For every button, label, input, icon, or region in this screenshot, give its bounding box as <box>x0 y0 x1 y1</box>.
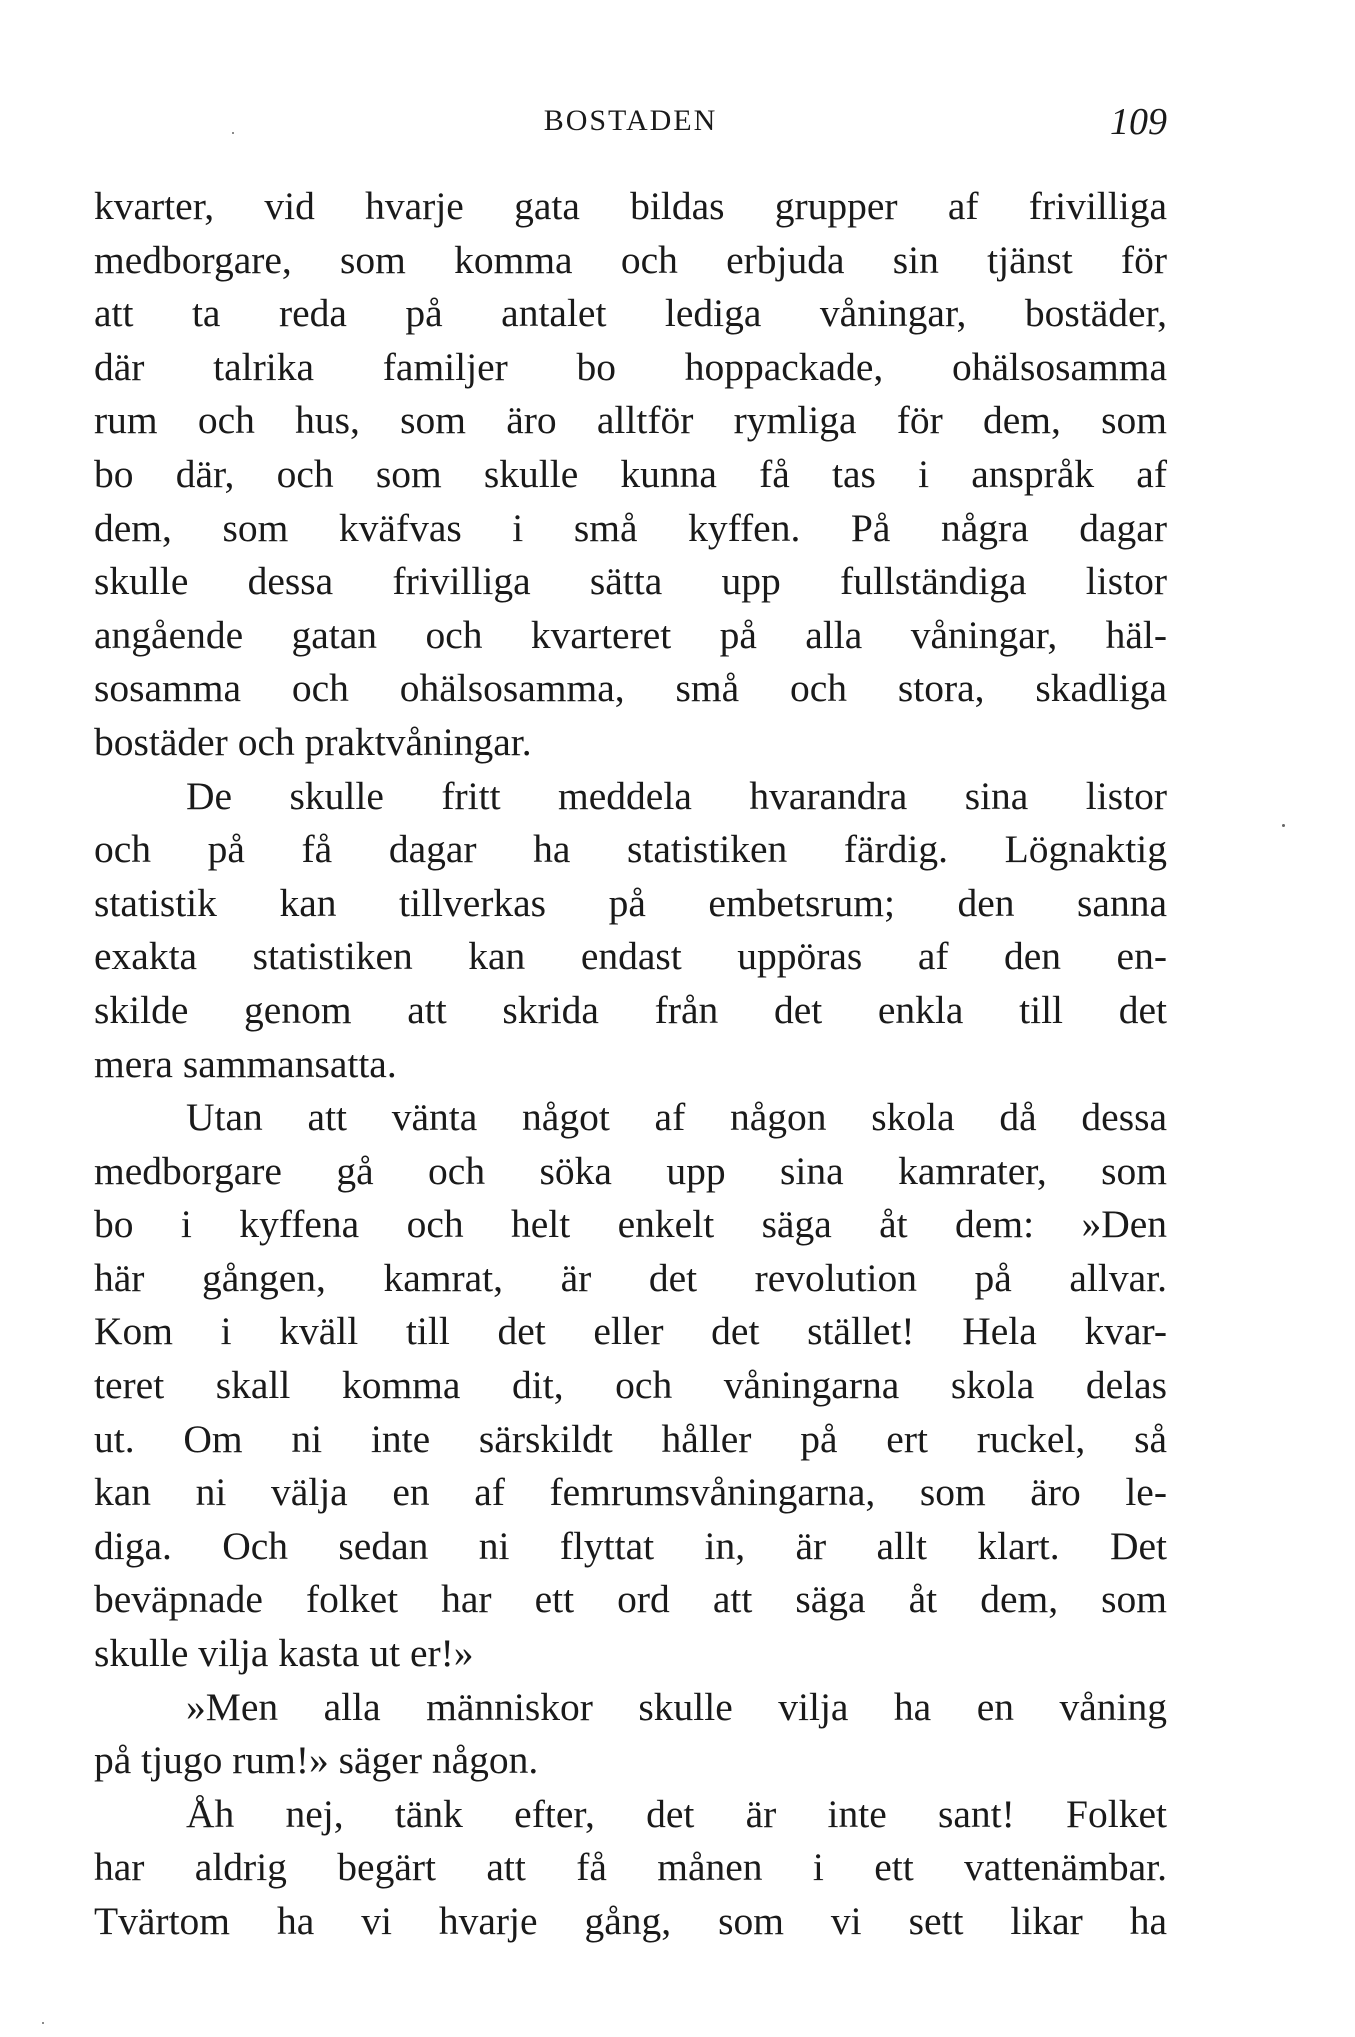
text-line: bo i kyffena och helt enkelt säga åt dem: »Den <box>94 1202 1167 1247</box>
text-line: kvarter, vid hvarje gata bildas grupper af frivilliga <box>94 184 1167 228</box>
paragraph-start-line: »Men alla människor skulle vilja ha en våning <box>186 1684 1167 1729</box>
text-line: medborgare, som komma och erbjuda sin tjänst för <box>94 237 1167 282</box>
paragraph-start-line: De skulle fritt meddela hvarandra sina listor <box>186 773 1167 818</box>
paper-speck <box>42 2022 44 2024</box>
text-line: beväpnade folket har ett ord att säga åt dem, som <box>94 1577 1167 1622</box>
running-head <box>94 101 1167 152</box>
text-line: diga. Och sedan ni flyttat in, är allt klart. Det <box>94 1523 1167 1568</box>
text-line: och på få dagar ha statistiken färdig. Lögnaktig <box>94 827 1167 872</box>
text-line: medborgare gå och söka upp sina kamrater, som <box>94 1148 1167 1193</box>
text-line: dem, som kväfvas i små kyffen. På några dagar <box>94 505 1167 550</box>
text-line: teret skall komma dit, och våningarna skola delas <box>94 1363 1167 1408</box>
paragraph-end-line: mera sammansatta. <box>94 1041 397 1086</box>
paragraph-start-line: Utan att vänta något af någon skola då dessa <box>186 1095 1167 1140</box>
text-line: skulle dessa frivilliga sätta upp fullständiga listor <box>94 559 1167 604</box>
text-line: sosamma och ohälsosamma, små och stora, skadliga <box>94 666 1167 711</box>
paragraph-end-line: skulle vilja kasta ut er!» <box>94 1631 474 1676</box>
text-line: här gången, kamrat, är det revolution på allvar. <box>94 1255 1167 1300</box>
text-line: kan ni välja en af femrumsvåningarna, som äro le- <box>94 1470 1167 1515</box>
running-title: BOSTADEN <box>543 104 718 137</box>
text-line: Kom i kväll till det eller det stället! Hela kvar- <box>94 1309 1167 1354</box>
text-line: ut. Om ni inte särskildt håller på ert ruckel, så <box>94 1416 1167 1461</box>
text-line: skilde genom att skrida från det enkla till det <box>94 987 1167 1032</box>
paragraph-start-line: Åh nej, tänk efter, det är inte sant! Folket <box>186 1791 1167 1836</box>
text-line: Tvärtom ha vi hvarje gång, som vi sett likar ha <box>94 1899 1167 1943</box>
text-line: exakta statistiken kan endast uppöras af den en- <box>94 934 1167 979</box>
text-line: statistik kan tillverkas på embetsrum; den sanna <box>94 880 1167 925</box>
text-line: där talrika familjer bo hoppackade, ohälsosamma <box>94 344 1167 389</box>
body-text <box>94 180 1167 1949</box>
text-line: att ta reda på antalet lediga våningar, bostäder, <box>94 291 1167 336</box>
paper-speck <box>1282 824 1285 827</box>
page-number: 109 <box>1110 101 1167 143</box>
text-line: angående gatan och kvarteret på alla våningar, häl- <box>94 612 1167 657</box>
text-line: rum och hus, som äro alltför rymliga för dem, som <box>94 398 1167 443</box>
paragraph-end-line: på tjugo rum!» säger någon. <box>94 1738 539 1783</box>
paper-speck <box>232 132 234 134</box>
text-line: bo där, och som skulle kunna få tas i anspråk af <box>94 451 1167 496</box>
text-line: har aldrig begärt att få månen i ett vattenämbar. <box>94 1845 1167 1890</box>
paragraph-end-line: bostäder och praktvåningar. <box>94 719 532 764</box>
